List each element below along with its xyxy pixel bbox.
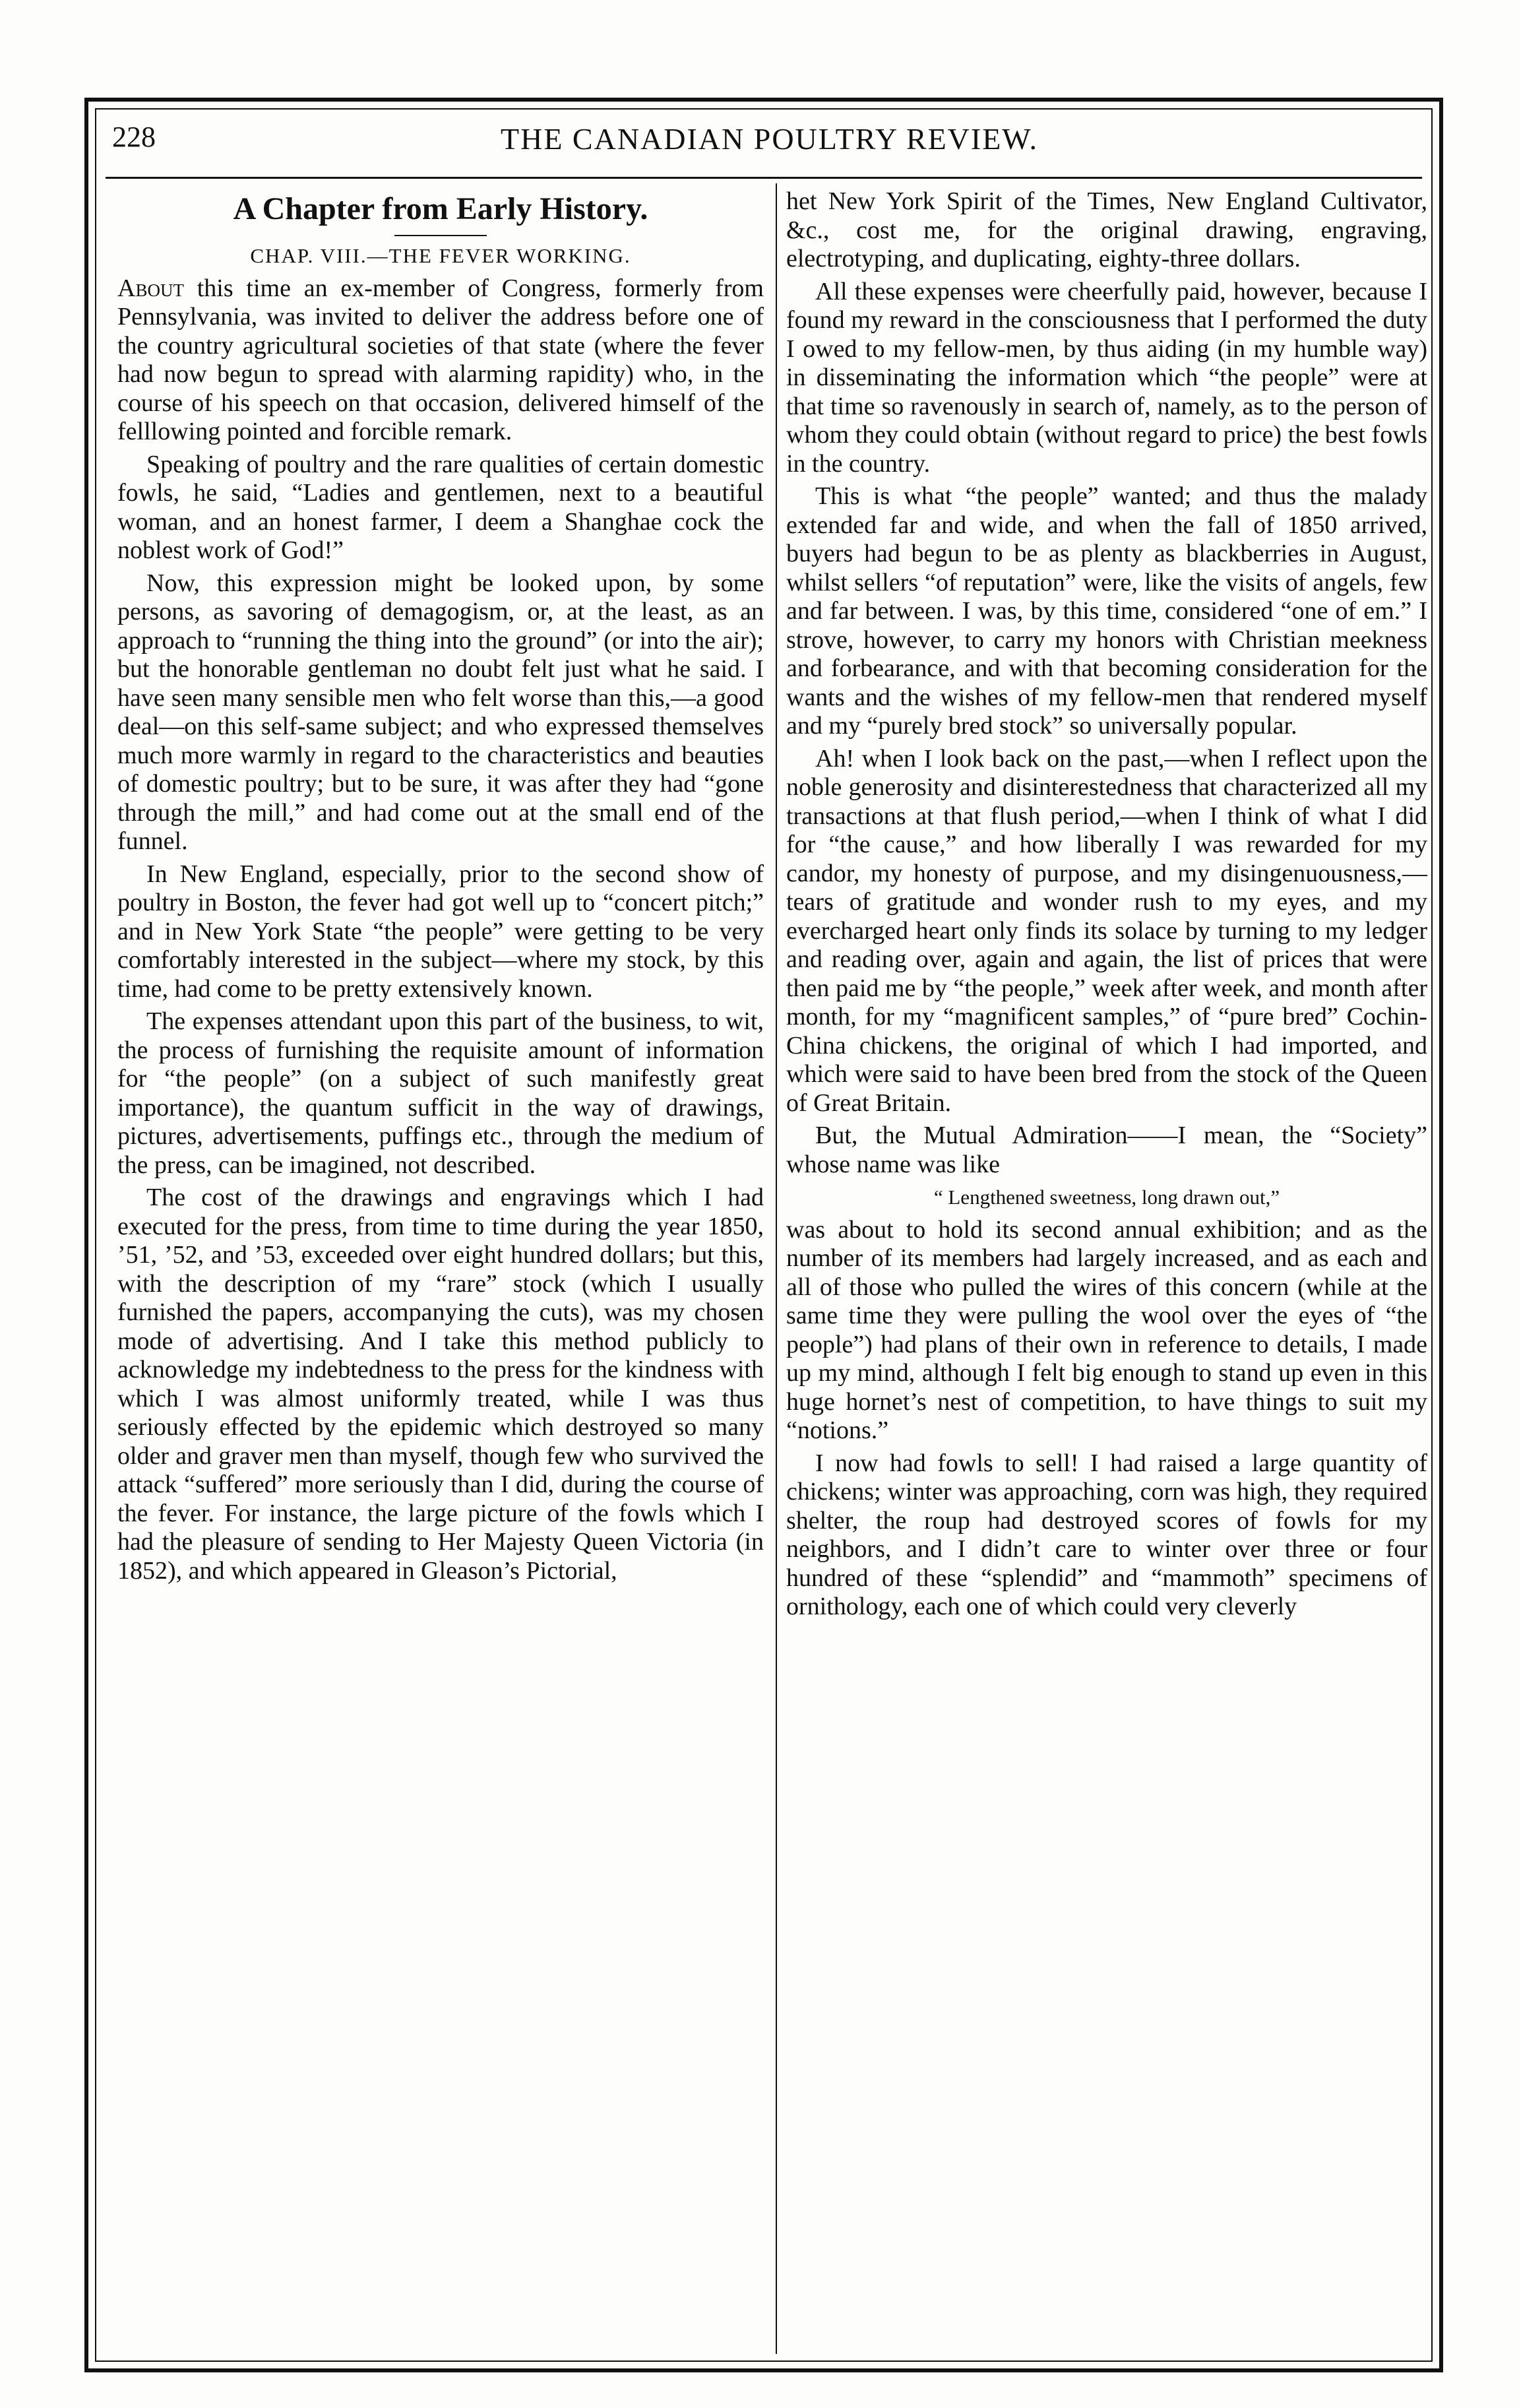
article-title: A Chapter from Early History. (233, 191, 648, 226)
paragraph: All these expenses were cheerfully paid, however, because I found my reward in the consciousness that I performed the duty I owed to my fellow-men, by thus aiding (in my humble way) in disseminating the information which “the people” were at that time so ravenously in search of, namely, as to the person of whom they could obtain (without regard to price) the best fowls in the country. (786, 277, 1427, 478)
left-column (117, 187, 764, 1589)
paragraph: In New England, especially, prior to the second show of poultry in Boston, the fever had got well up to “concert pitch;” and in New York State “the people” were getting to be very comfortably interested in the subject—where my stock, by this time, had come to be pretty extensively known. (117, 860, 764, 1003)
paragraph: Ah! when I look back on the past,—when I reflect upon the noble generosity and disinterestedness that characterized all my transactions at that flush period,—when I think of what I did for “the cause,” and how liberally I was rewarded for my candor, my honesty of purpose, and my disingenuousness,—tears of gratitude and wonder rush to my eyes, and my evercharged heart only finds its solace by turning to my ledger and reading over, again and again, the list of prices that were then paid me by “the people,” week after week, and month after month, for my “magnificent samples,” of “pure bred” Cochin-China chickens, the original of which I had imported, and which were said to have been bred from the stock of the Queen of Great Britain. (786, 744, 1427, 1117)
paragraph-text: this time an ex-member of Congress, formerly from Pennsylvania, was invited to deliver the address before one of the country agricultural societies of that state (where the fever had now begun to spread with alarming rapidity) who, in the course of his speech on that occasion, delivered himself of the felllowing pointed and forcible remark. (117, 274, 764, 445)
chapter-heading: CHAP. VIII.—THE FEVER WORKING. (250, 244, 631, 267)
right-column (786, 187, 1427, 1626)
paragraph: The cost of the drawings and engravings which I had executed for the press, from time to time during the year 1850, ’51, ’52, and ’53, exceeded over eight hundred dollars; but this, with the description of my “rare” stock (which I usually furnished the papers, accompanying the cuts), was my chosen mode of advertising. And I take this method publicly to acknowledge my indebtedness to the press for the kindness with which I was almost uniformly treated, while I was thus seriously effected by the epidemic which destroyed so many older and graver men than myself, though few who survived the attack “suffered” more seriously than I did, during the course of the fever. For instance, the large picture of the fowls which I had the pleasure of sending to Her Majesty Queen Victoria (in 1852), and which appeared in Gleason’s Pictorial, (117, 1184, 764, 1585)
page-number: 228 (112, 121, 156, 153)
quote-line: “ Lengthened sweetness, long drawn out,” (933, 1186, 1280, 1209)
paragraph: Now, this expression might be looked upon, by some persons, as savoring of demagogism, or, at the least, as an approach to “running the thing into the ground” (or into the air); but the honorable gentleman no doubt felt just what he said. I have seen many sensible men who felt worse than this,—a good deal—on this self-same subject; and who expressed themselves much more warmly in regard to the characteristics and beauties of domestic poultry; but to be sure, it was after they had “gone through the mill,” and had come out at the small end of the funnel. (117, 569, 764, 855)
paragraph: But, the Mutual Admiration——I mean, the “Society” whose name was like (786, 1122, 1427, 1178)
header-rule (106, 177, 1422, 179)
paragraph: het New York Spirit of the Times, New England Cultivator, &c., cost me, for the original drawing, engraving, electrotyping, and duplicating, eighty-three dollars. (786, 187, 1427, 272)
lead-word: About (117, 274, 184, 302)
paragraph: This is what “the people” wanted; and thus the malady extended far and wide, and when the fall of 1850 arrived, buyers had begun to be as plenty as blackberries in August, whilst sellers “of reputation” were, like the visits of angels, few and far between. I was, by this time, considered “one of em.” I strove, however, to carry my honors with Christian meekness and forbearance, and with that becoming consideration for the wants and the wishes of my fellow-men that rendered myself and my “purely bred stock” so universally popular. (786, 482, 1427, 740)
paragraph: Speaking of poultry and the rare qualities of certain domestic fowls, he said, “Ladies and gentlemen, next to a beautiful woman, and an honest farmer, I deem a Shanghae cock the noblest work of God!” (117, 450, 764, 564)
paragraph: I now had fowls to sell! I had raised a large quantity of chickens; winter was approaching, corn was high, they required shelter, the roup had destroyed scores of fowls for my neighbors, and I didn’t care to winter over three or four hundred of these “splendid” and “mammoth” specimens of ornithology, each one of which could very cleverly (786, 1449, 1427, 1620)
paragraph: was about to hold its second annual exhibition; and as the number of its members had largely increased, and as each and all of those who pulled the wires of this concern (while at the same time they were pulling the wool over the eyes of “the people”) had plans of their own in reference to details, I made up my mind, although I felt big enough to stand up even in this huge hornet’s nest of competition, to have things to suit my “notions.” (786, 1215, 1427, 1444)
running-head: THE CANADIAN POULTRY REVIEW. (501, 121, 1038, 156)
column-divider (776, 183, 777, 2354)
paragraph (117, 274, 764, 447)
paragraph: The expenses attendant upon this part of the business, to wit, the process of furnishing the requisite amount of information for “the people” (on a subject of such manifestly great importance), the quantum sufficit in the way of drawings, pictures, advertisements, puffings etc., through the medium of the press, can be imagined, not described. (117, 1007, 764, 1179)
title-rule (394, 235, 487, 236)
